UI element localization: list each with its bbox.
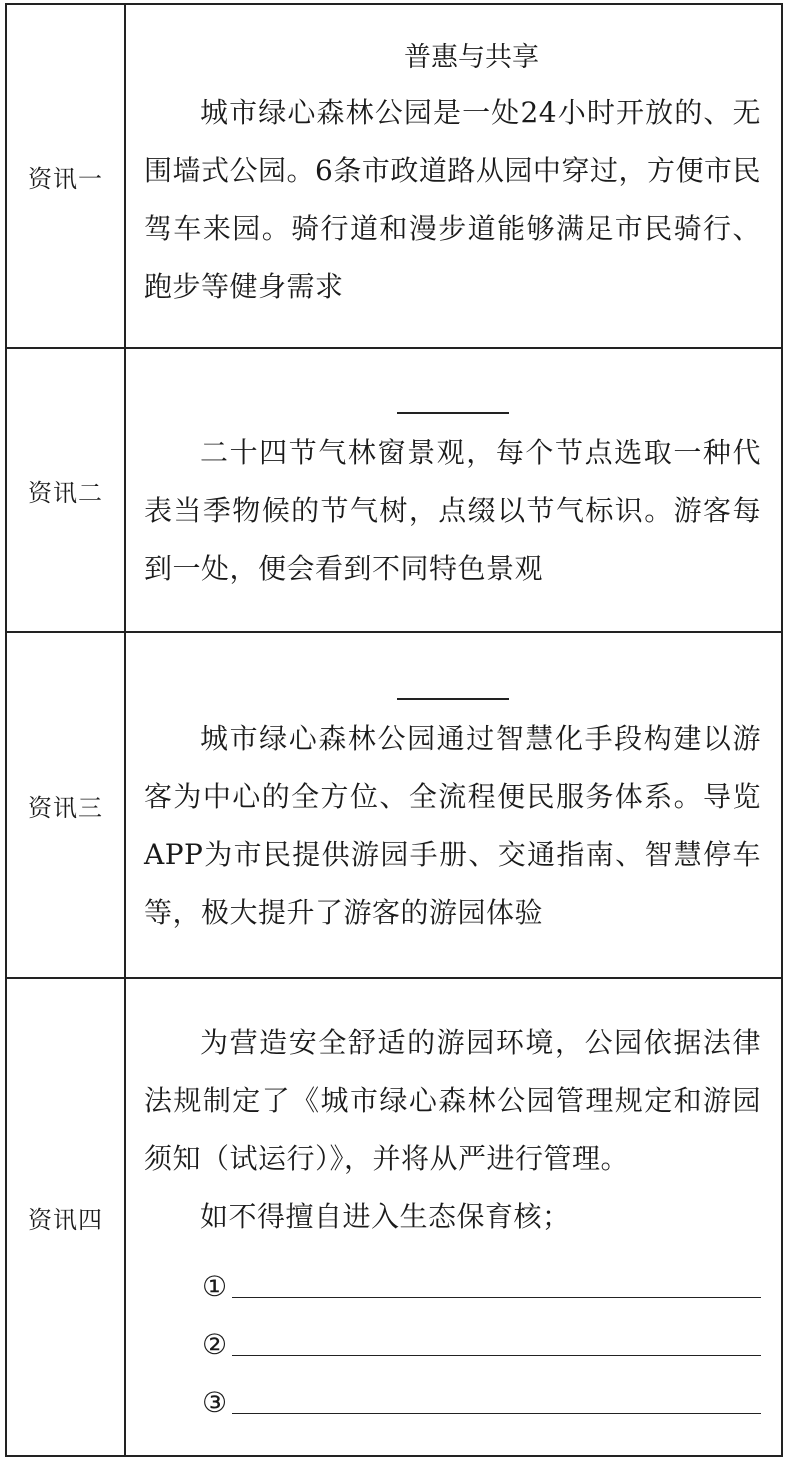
info-table bbox=[5, 3, 783, 1457]
row-content bbox=[125, 632, 782, 978]
blank-number: ② bbox=[202, 1328, 228, 1361]
paragraph: 二十四节气林窗景观，每个节点选取一种代表当季物候的节气树，点缀以节气标识。游客每到一处，便会看到不同特色景观 bbox=[144, 436, 761, 585]
paragraph: 如不得擅自进入生态保育核； bbox=[200, 1200, 571, 1233]
row-content bbox=[125, 978, 782, 1456]
answer-blank-2 bbox=[202, 1304, 761, 1362]
paragraph: 为营造安全舒适的游园环境，公园依据法律法规制定了《城市绿心森林公园管理规定和游园须知（试运行）》，并将从严进行管理。 bbox=[144, 1026, 761, 1175]
row-label: 资讯四 bbox=[6, 978, 125, 1456]
info-row-1 bbox=[6, 4, 782, 348]
blank-number: ③ bbox=[202, 1386, 228, 1419]
paragraph: 城市绿心森林公园通过智慧化手段构建以游客为中心的全方位、全流程便民服务体系。导览APP为市民提供游园手册、交通指南、智慧停车等，极大提升了游客的游园体验 bbox=[144, 722, 761, 929]
info-row-3 bbox=[6, 632, 782, 978]
paragraph: 城市绿心森林公园是一处24小时开放的、无围墙式公园。6条市政道路从园中穿过，方便市民驾车来园。骑行道和漫步道能够满足市民骑行、跑步等健身需求 bbox=[144, 96, 761, 303]
answer-line bbox=[232, 1275, 761, 1298]
row-content bbox=[125, 348, 782, 632]
heading-blank bbox=[397, 382, 509, 414]
heading-blank bbox=[397, 668, 509, 700]
row-label: 资讯三 bbox=[6, 632, 125, 978]
row-label: 资讯二 bbox=[6, 348, 125, 632]
row-content bbox=[125, 4, 782, 348]
answer-line bbox=[232, 1333, 761, 1356]
answer-blank-1 bbox=[202, 1246, 761, 1304]
row-label: 资讯一 bbox=[6, 4, 125, 348]
blank-number: ① bbox=[202, 1270, 228, 1303]
answer-line bbox=[232, 1391, 761, 1414]
info-row-2 bbox=[6, 348, 782, 632]
info-row-4 bbox=[6, 978, 782, 1456]
section-heading: 普惠与共享 bbox=[404, 42, 539, 73]
answer-blank-3 bbox=[202, 1362, 761, 1420]
